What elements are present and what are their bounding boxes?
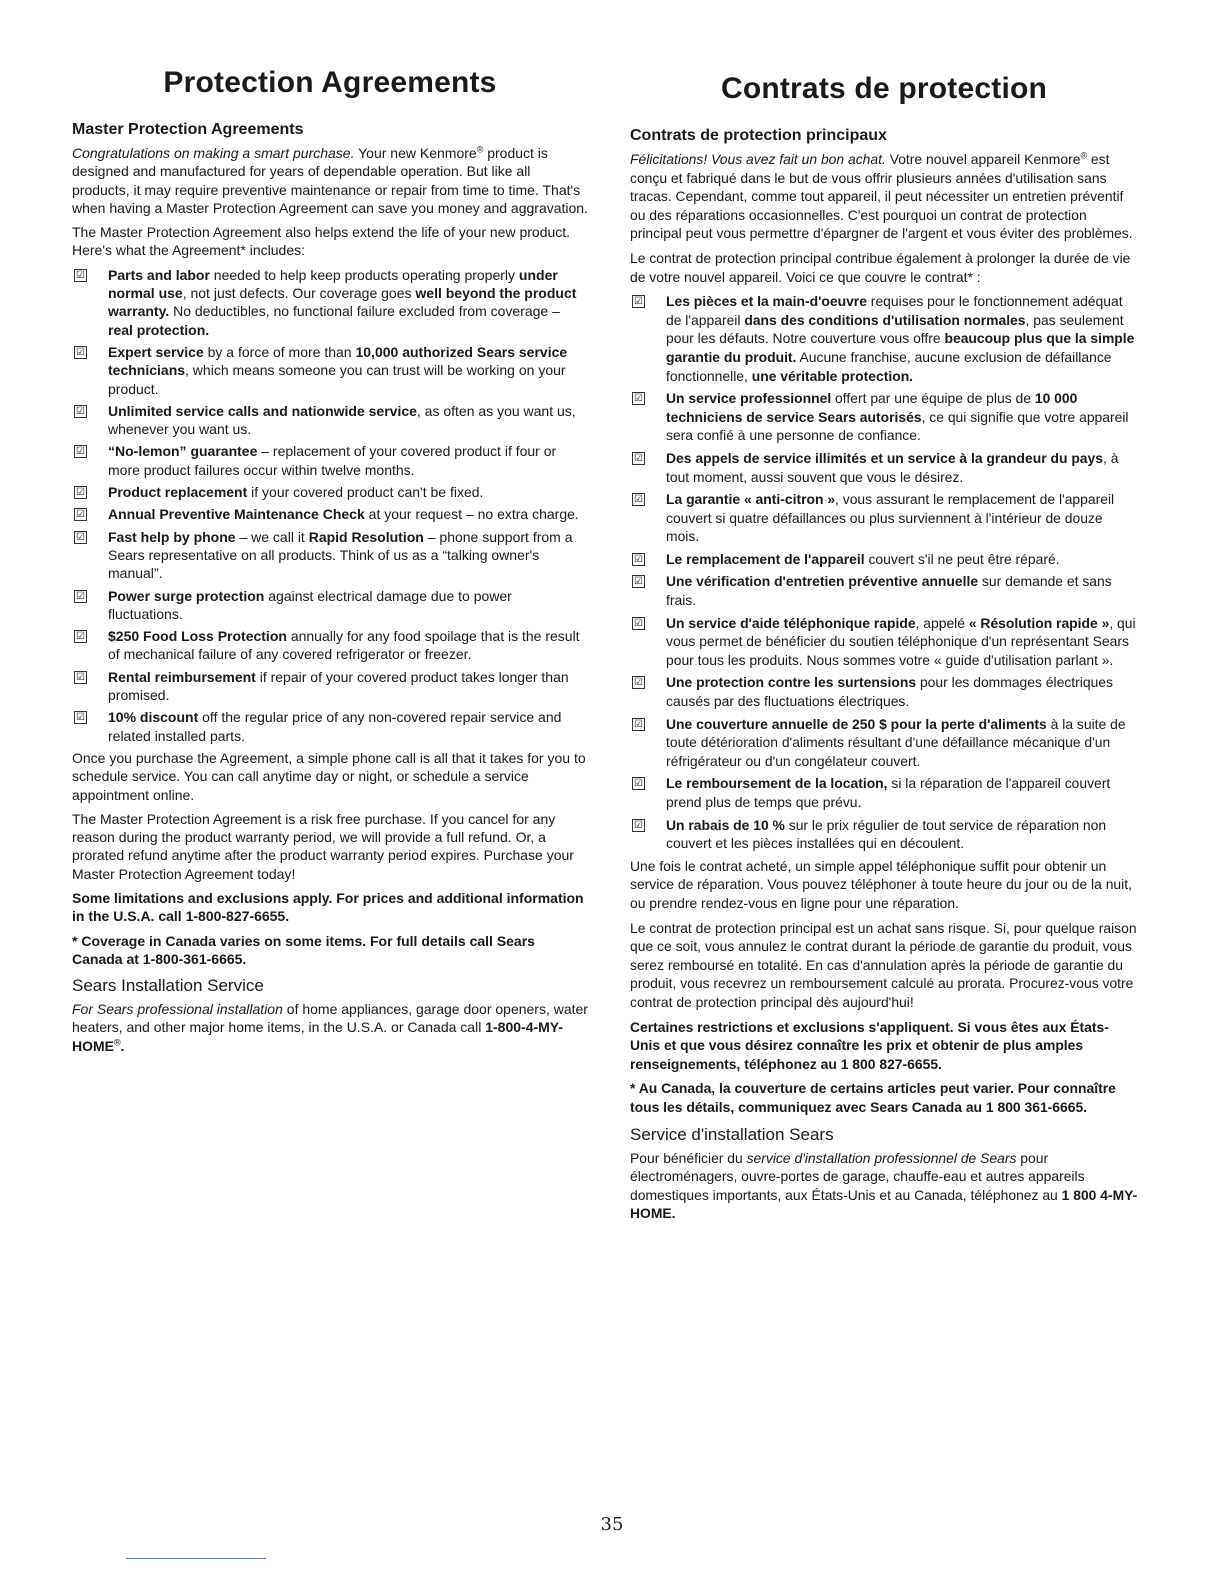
section-heading-fr: Contrats de protection principaux [630, 127, 887, 144]
french-column [630, 66, 1138, 1229]
benefit-item: ☑ $250 Food Loss Protection annually for any food spoilage that is the result of mechanical failure of any covered refrigerator or freezer. [72, 627, 588, 664]
checkbox-icon: ☑ [632, 493, 645, 506]
installation-paragraph-fr: Pour bénéficier du service d'installation professionnel de Sears pour électroménagers, ouvre-portes de garage, chauffe-eau et autres appareils domestiques importants, aux États-Unis et au Canada, téléphonez au 1 800 4-MY-HOME. [630, 1149, 1138, 1222]
bottom-rule [126, 1558, 266, 1559]
installation-paragraph-en: For Sears professional installation of home appliances, garage door openers, water heaters, and other major home items, in the U.S.A. or Canada call 1-800-4-MY-HOME®. [72, 1001, 588, 1054]
checkbox-icon: ☑ [74, 531, 87, 544]
benefit-item: ☑ Rental reimbursement if repair of your covered product takes longer than promised. [72, 668, 588, 705]
benefit-item: ☑ Fast help by phone – we call it Rapid Resolution – phone support from a Sears representative on all products. Think of us as a “talking owner's manual”. [72, 528, 588, 583]
installation-heading-fr: Service d'installation Sears [630, 1124, 834, 1144]
page-number: 35 [600, 1514, 624, 1535]
checkbox-icon: ☑ [632, 777, 645, 790]
canada-note-fr: * Au Canada, la couverture de certains articles peut varier. Pour connaître tous les détails, communiquez avec Sears Canada au 1 800 361-6665. [630, 1080, 1116, 1115]
checkbox-icon: ☑ [74, 346, 87, 359]
risk-free-paragraph-en: The Master Protection Agreement is a risk free purchase. If you cancel for any reason during the product warranty period, we will provide a full refund. Or, a prorated refund anytime after the product warranty period expires. Purchase your Master Protection Agreement today! [72, 810, 574, 882]
benefit-item: ☑ Le remboursement de la location, si la réparation de l'appareil couvert prend plus de temps que prévu. [630, 774, 1138, 811]
canada-note-en: * Coverage in Canada varies on some items. For full details call Sears Canada at 1-800-361-6665. [72, 932, 535, 967]
benefit-item: ☑ La garantie « anti-citron », vous assurant le remplacement de l'appareil couvert si quatre défaillances ou plus surviennent à l'intérieur de douze mois. [630, 490, 1138, 546]
checkbox-icon: ☑ [632, 617, 645, 630]
benefit-item: ☑ Des appels de service illimités et un service à la grandeur du pays, à tout moment, aussi souvent que vous le désirez. [630, 449, 1138, 486]
benefit-item: ☑ Une vérification d'entretien préventive annuelle sur demande et sans frais. [630, 572, 1138, 609]
english-column [72, 66, 588, 1061]
benefit-item: ☑ Les pièces et la main-d'oeuvre requises pour le fonctionnement adéquat de l'appareil dans des conditions d'utilisation normales, pas seulement pour les défauts. Notre couverture vous offre beaucoup plus que la simple garantie du produit. Aucune franchise, aucune exclusion de défaillance fonctionnelle, une véritable protection. [630, 292, 1138, 385]
benefits-list-fr [630, 292, 1138, 853]
checkbox-icon: ☑ [74, 711, 87, 724]
benefit-item: ☑ Parts and labor needed to help keep products operating properly under normal use, not just defects. Our coverage goes well beyond the product warranty. No deductibles, no functional failure excluded from coverage – real protection. [72, 266, 588, 339]
checkbox-icon: ☑ [74, 405, 87, 418]
checkbox-icon: ☑ [632, 575, 645, 588]
schedule-paragraph-en: Once you purchase the Agreement, a simple phone call is all that it takes for you to schedule service. You can call anytime day or night, or schedule a service appointment online. [72, 749, 586, 803]
installation-heading-en: Sears Installation Service [72, 976, 264, 996]
benefit-item: ☑ Une couverture annuelle de 250 $ pour la perte d'aliments à la suite de toute détérioration d'aliments résultant d'une défaillance mécanique d'un réfrigérateur ou d'un congélateur couvert. [630, 715, 1138, 771]
benefit-item: ☑ Power surge protection against electrical damage due to power fluctuations. [72, 587, 588, 624]
includes-paragraph-en: The Master Protection Agreement also helps extend the life of your new product. Here's what the Agreement* includes: [72, 224, 571, 259]
benefit-item: ☑ Expert service by a force of more than 10,000 authorized Sears service technicians, which means someone you can trust will be working on your product. [72, 343, 588, 398]
checkbox-icon: ☑ [632, 392, 645, 405]
checkbox-icon: ☑ [74, 671, 87, 684]
benefit-item: ☑ Annual Preventive Maintenance Check at your request – no extra charge. [72, 505, 588, 523]
benefit-item: ☑ Un rabais de 10 % sur le prix régulier de tout service de réparation non couvert et les pièces installées qui en découlent. [630, 816, 1138, 853]
limitations-note-en: Some limitations and exclusions apply. For prices and additional information in the U.S.A. call 1-800-827-6655. [72, 889, 584, 925]
benefit-item: ☑ “No-lemon” guarantee – replacement of your covered product if four or more product failures occur within twelve months. [72, 442, 588, 479]
benefit-item: ☑ 10% discount off the regular price of any non-covered repair service and related installed parts. [72, 708, 588, 745]
intro-paragraph-fr: Félicitations! Vous avez fait un bon achat. Votre nouvel appareil Kenmore® est conçu et fabriqué dans le but de vous offrir plusieurs années d'utilisation sans tracas. Cependant, comme tout appareil, il peut nécessiter un entretien préventif ou des réparations occasionnelles. C'est pourquoi un contrat de protection principal peut vous permettre d'épargner de l'argent et vous éviter des problèmes. [630, 150, 1133, 242]
checkbox-icon: ☑ [74, 269, 87, 282]
page-title-en: Protection Agreements [163, 66, 497, 99]
risk-free-paragraph-fr: Le contrat de protection principal est un achat sans risque. Si, pour quelque raison que ce soit, vous annulez le contrat durant la période de garantie du produit, vous serez remboursé en totalité. En cas d'annulation après la période de garantie du produit, vous recevrez un remboursement calculé au prorata. Procurez-vous votre contrat de protection principal dès aujourd'hui! [630, 919, 1137, 1010]
checkbox-icon: ☑ [632, 553, 645, 566]
limitations-note-fr: Certaines restrictions et exclusions s'appliquent. Si vous êtes aux États-Unis et que vous désirez connaître les prix et obtenir de plus amples renseignements, téléphonez au 1 800 827-6655. [630, 1018, 1109, 1072]
checkbox-icon: ☑ [74, 486, 87, 499]
benefit-item: ☑ Un service professionnel offert par une équipe de plus de 10 000 techniciens de service Sears autorisés, ce qui signifie que votre appareil sera confié à une personne de confiance. [630, 389, 1138, 445]
intro-paragraph-en: Congratulations on making a smart purchase. Your new Kenmore® product is designed and manufactured for years of dependable operation. But like all products, it may require preventive maintenance or repair from time to time. That's when having a Master Protection Agreement can save you money and aggravation. [72, 144, 588, 216]
includes-paragraph-fr: Le contrat de protection principal contribue également à prolonger la durée de vie de votre nouvel appareil. Voici ce que couvre le contrat* : [630, 249, 1131, 285]
benefit-item: ☑ Une protection contre les surtensions pour les dommages électriques causés par des fluctuations électriques. [630, 673, 1138, 710]
checkbox-icon: ☑ [632, 718, 645, 731]
checkbox-icon: ☑ [632, 819, 645, 832]
page-title-fr: Contrats de protection [720, 72, 1048, 105]
schedule-paragraph-fr: Une fois le contrat acheté, un simple appel téléphonique suffit pour obtenir un service de réparation. Vous pouvez téléphoner à toute heure du jour ou de la nuit, ou prendre rendez-vous en ligne pour une réparation. [630, 857, 1132, 911]
benefit-item: ☑ Unlimited service calls and nationwide service, as often as you want us, whenever you want us. [72, 402, 588, 439]
checkbox-icon: ☑ [74, 590, 87, 603]
checkbox-icon: ☑ [632, 452, 645, 465]
checkbox-icon: ☑ [632, 295, 645, 308]
checkbox-icon: ☑ [74, 630, 87, 643]
checkbox-icon: ☑ [632, 676, 645, 689]
benefit-item: ☑ Un service d'aide téléphonique rapide, appelé « Résolution rapide », qui vous permet de bénéficier du soutien téléphonique d'un représentant Sears pour tous les produits. Nous sommes votre « guide d'utilisation parlant ». [630, 614, 1138, 670]
benefits-list-en [72, 266, 588, 745]
checkbox-icon: ☑ [74, 508, 87, 521]
benefit-item: ☑ Le remplacement de l'appareil couvert s'il ne peut être réparé. [630, 550, 1138, 569]
checkbox-icon: ☑ [74, 445, 87, 458]
benefit-item: ☑ Product replacement if your covered product can't be fixed. [72, 483, 588, 501]
section-heading-en: Master Protection Agreements [72, 121, 304, 138]
